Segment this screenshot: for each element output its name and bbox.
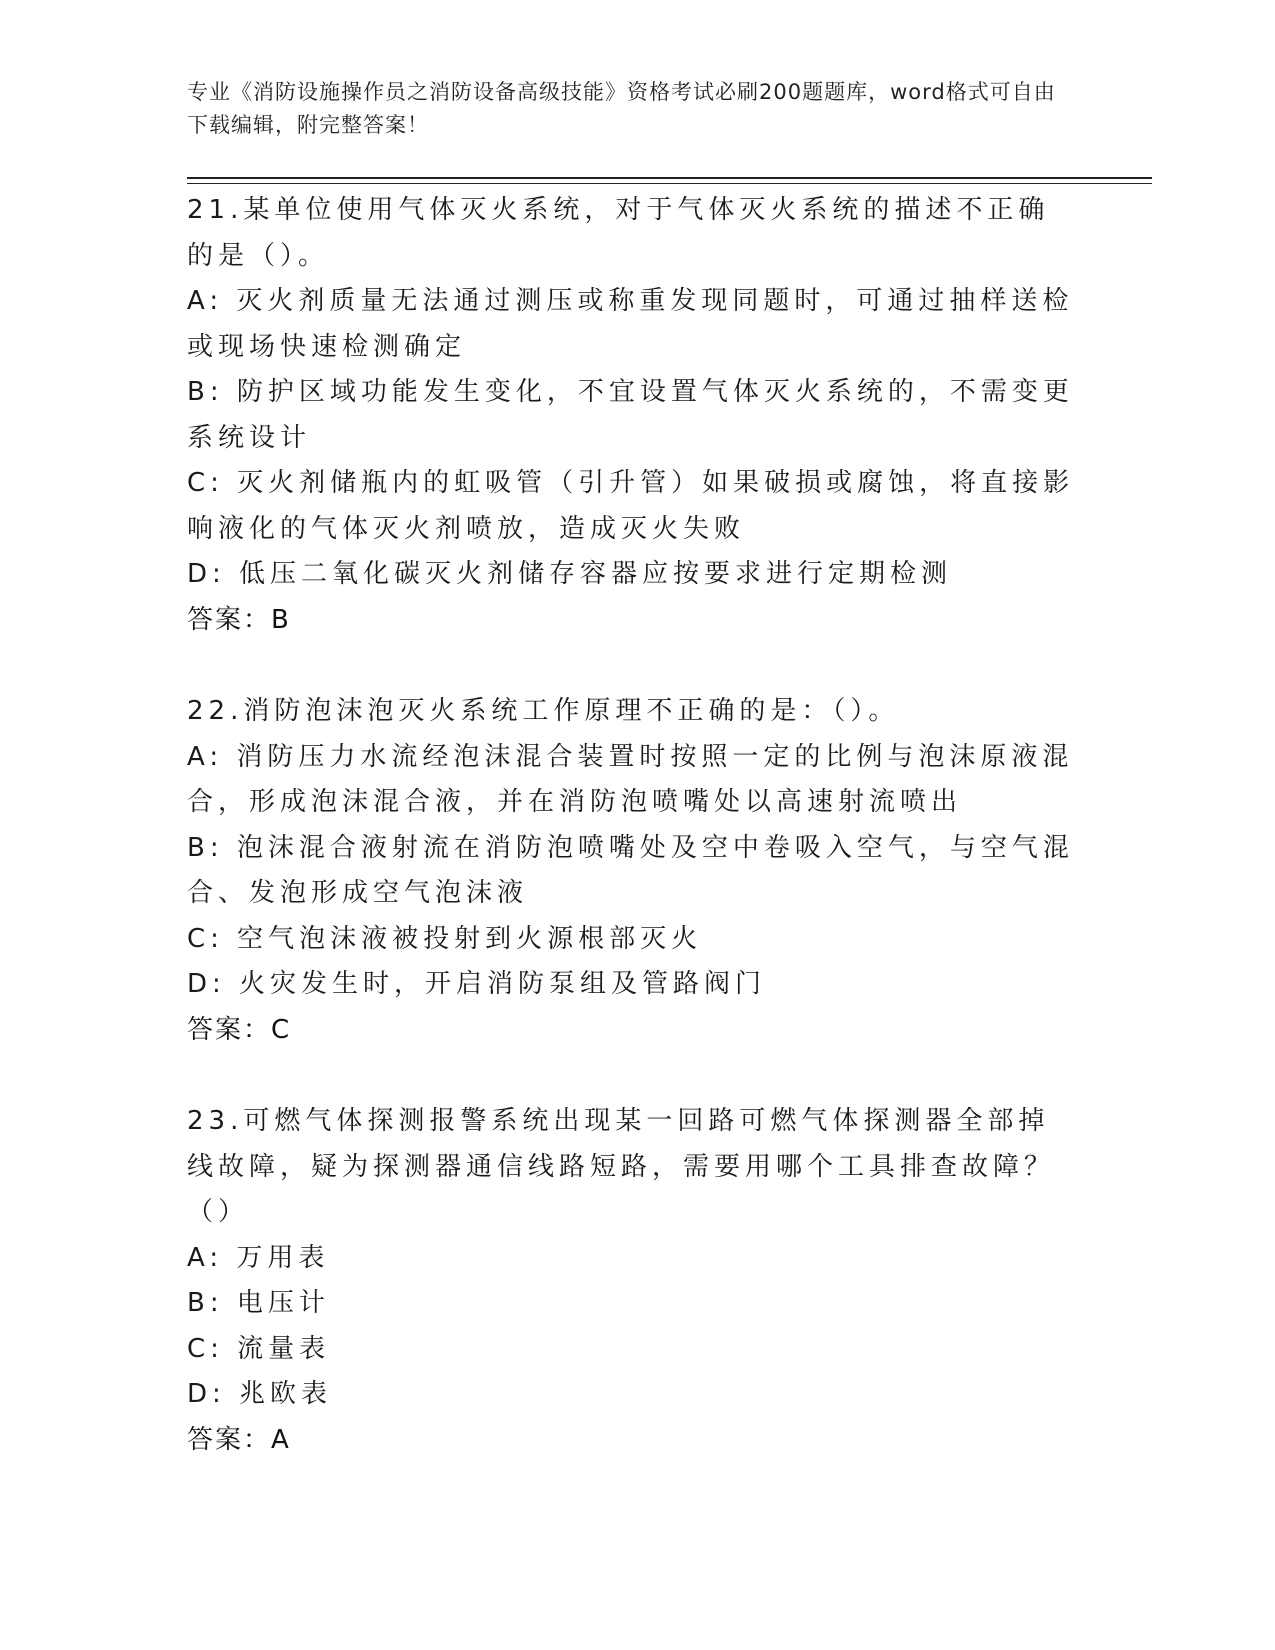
option-c: C: 空气泡沫液被投射到火源根部灭火 [187,923,703,954]
option-a: A: 万用表 [187,1242,330,1273]
answer-label: 答案： [187,1014,272,1045]
answer-value: B [271,604,291,635]
answer-value: C [271,1014,292,1045]
question-stem: 21.某单位使用气体灭火系统，对于气体灭火系统的描述不正确的是（）。 [187,195,1050,271]
option-c: C: 流量表 [187,1333,331,1364]
answer-label: 答案： [187,604,272,635]
option-b: B: 泡沫混合液射流在消防泡喷嘴处及空中卷吸入空气，与空气混合、发泡形成空气泡沫液 [187,832,1074,908]
question-stem: 23.可燃气体探测报警系统出现某一回路可燃气体探测器全部掉线故障，疑为探测器通信线路短路，需要用哪个工具排查故障？（） [187,1106,1056,1227]
option-a: A: 消防压力水流经泡沫混合装置时按照一定的比例与泡沫原液混合，形成泡沫混合液，并在消防泡喷嘴处以高速射流喷出 [187,741,1074,817]
answer-value: A [271,1424,291,1455]
option-d: D: 低压二氧化碳灭火剂储存容器应按要求进行定期检测 [187,559,953,589]
option-d: D: 兆欧表 [187,1379,333,1409]
option-c: C: 灭火剂储瓶内的虹吸管（引升管）如果破损或腐蚀，将直接影响液化的气体灭火剂喷放，造成灭火失败 [187,468,1075,544]
answer-line [187,598,1077,644]
option-a: A: 灭火剂质量无法通过测压或称重发现同题时，可通过抽样送检或现场快速检测确定 [187,286,1074,362]
question-list [187,188,1077,1463]
header-divider-bottom [187,183,1152,184]
answer-line [187,1418,1077,1464]
option-b: B: 电压计 [187,1288,330,1318]
answer-label: 答案： [187,1424,272,1455]
answer-line [187,1008,1077,1054]
question-21 [187,188,1077,643]
question-stem: 22.消防泡沫泡灭火系统工作原理不正确的是：（）。 [187,696,900,726]
option-b: B: 防护区域功能发生变化，不宜设置气体灭火系统的，不需变更系统设计 [187,377,1074,453]
question-spacer [187,1053,1077,1099]
question-23 [187,1099,1077,1463]
question-spacer [187,643,1077,689]
header-divider-top [187,177,1152,179]
page-header: 专业《消防设施操作员之消防设备高级技能》资格考试必刷200题题库，word格式可自由下载编辑，附完整答案！ [187,80,1056,137]
option-d: D: 火灾发生时，开启消防泵组及管路阀门 [187,969,767,999]
question-22 [187,689,1077,1053]
